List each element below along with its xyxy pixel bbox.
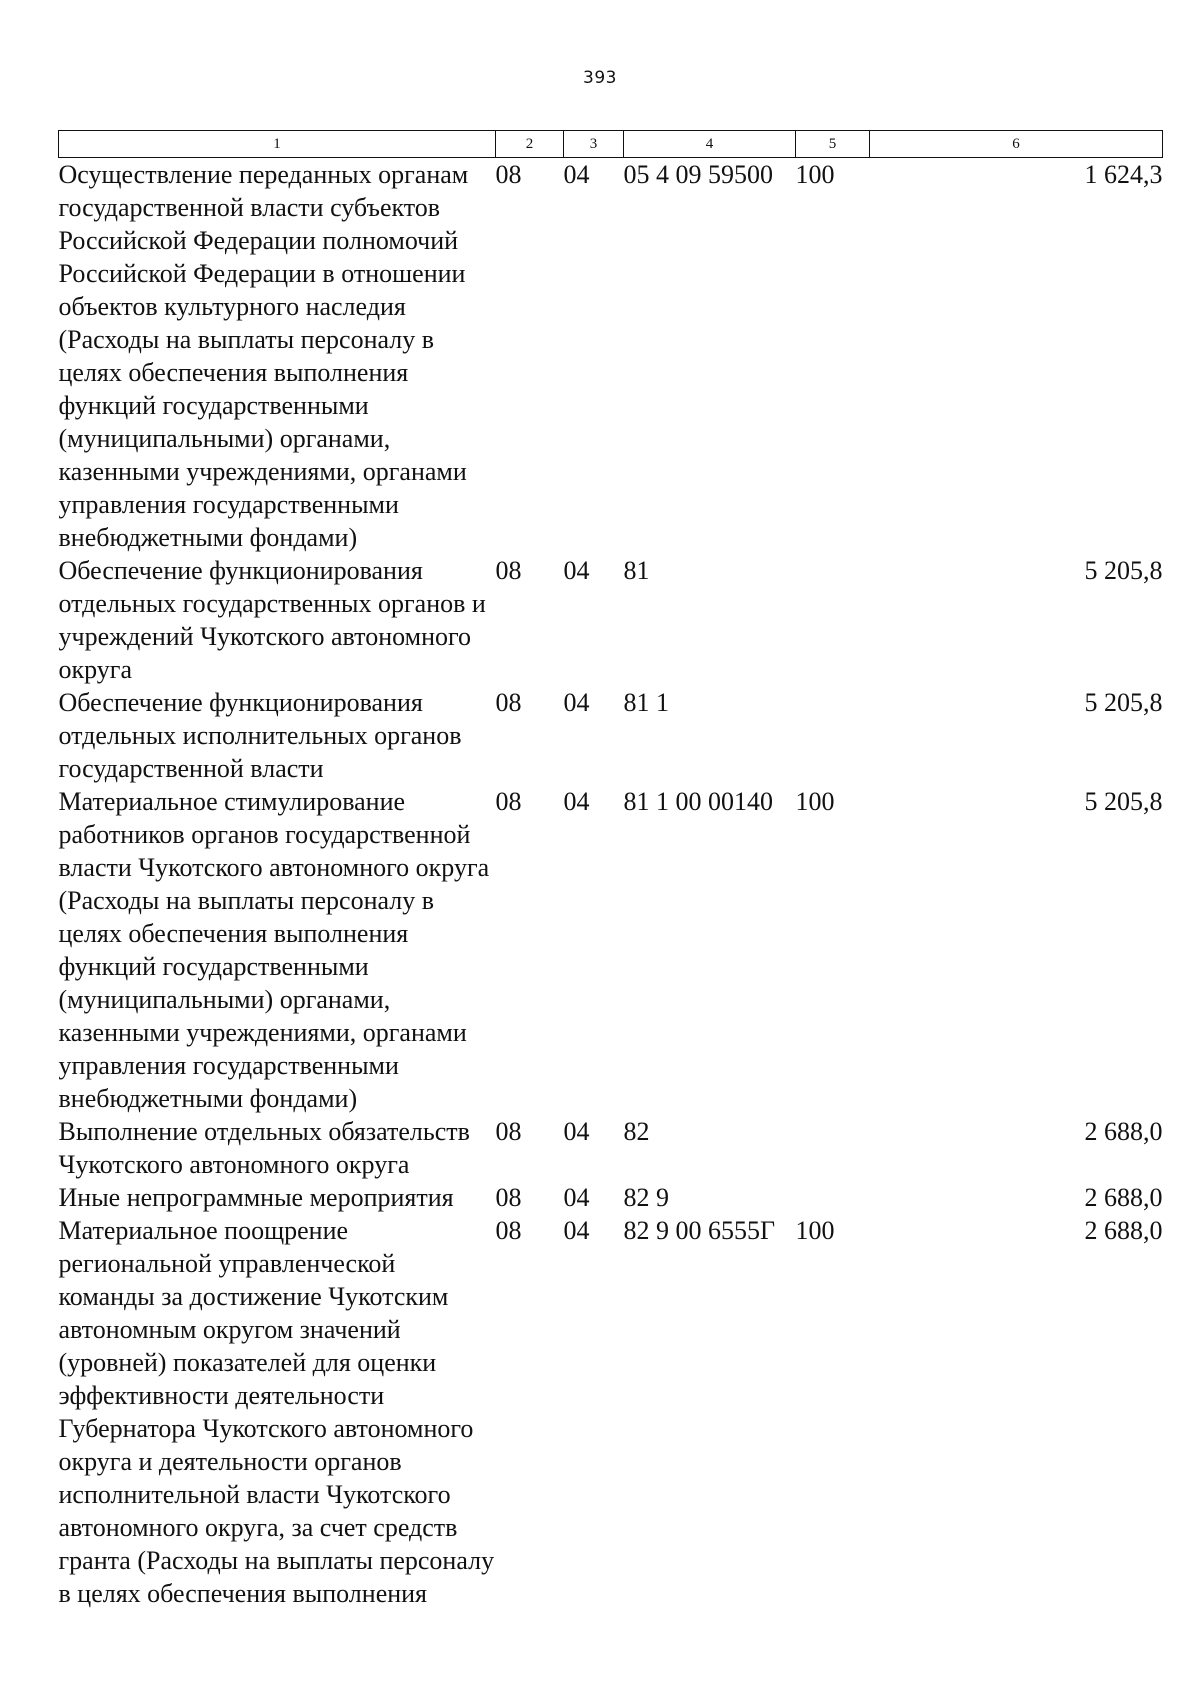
subsection-cell: 04 [563,1216,590,1245]
section-cell: 08 [495,787,522,816]
item-name-line: управления государственными [58,490,399,519]
table-row [59,1214,1163,1610]
item-name-line: работников органов государственной [58,820,471,849]
section-cell: 08 [495,1216,522,1245]
table-row [59,158,1163,555]
table-row [59,1115,1163,1181]
item-name-line: (Расходы на выплаты персоналу в [58,325,435,354]
item-name-cell [59,1115,496,1181]
item-name-line: округа [58,655,132,684]
item-name-line: Российской Федерации полномочий [58,226,459,255]
item-name-line: функций государственными [58,391,369,420]
section-cell: 08 [495,1117,522,1146]
subsection-cell: 04 [563,1117,590,1146]
table-header [59,131,1163,158]
item-name-line: внебюджетными фондами) [58,523,358,552]
item-name-line: учреждений Чукотского автономного [58,622,471,651]
item-name-line: отдельных государственных органов и [58,589,486,618]
amount-cell: 5 205,8 [1084,688,1163,717]
item-name-line: Материальное поощрение [58,1216,349,1245]
item-name-cell [59,158,496,555]
expense-type-cell [796,1181,870,1214]
item-name-line: Материальное стимулирование [58,787,406,816]
expense-type-cell: 100 [795,160,835,189]
amount-cell: 5 205,8 [1084,556,1163,585]
amount-cell: 2 688,0 [1084,1117,1163,1146]
item-name-line: исполнительной власти Чукотского [58,1480,451,1509]
item-name-line: Чукотского автономного округа [58,1150,410,1179]
item-name-line: региональной управленческой [58,1249,396,1278]
amount-cell: 2 688,0 [1084,1183,1163,1212]
header-col-3: 3 [564,131,624,158]
item-name-line: целях обеспечения выполнения [58,358,409,387]
item-name-line: (муниципальными) органами, [58,424,391,453]
header-col-2: 2 [496,131,564,158]
target-article-cell: 82 9 00 6555Г [623,1216,776,1245]
item-name-cell [59,785,496,1115]
item-name-cell [59,686,496,785]
table-body [59,158,1163,1611]
item-name-line: автономного округа, за счет средств [58,1513,458,1542]
item-name-line: Выполнение отдельных обязательств [58,1117,470,1146]
expense-type-cell: 100 [795,1216,835,1245]
section-cell: 08 [495,160,522,189]
item-name-line: Иные непрограммные мероприятия [58,1183,454,1212]
item-name-line: (Расходы на выплаты персоналу в [58,886,435,915]
item-name-line: функций государственными [58,952,369,981]
header-col-6: 6 [870,131,1163,158]
item-name-line: (муниципальными) органами, [58,985,391,1014]
subsection-cell: 04 [563,787,590,816]
subsection-cell: 04 [563,160,590,189]
item-name-line: государственной власти субъектов [58,193,441,222]
item-name-line: эффективности деятельности [58,1381,385,1410]
expense-type-cell [796,686,870,785]
table-row [59,554,1163,686]
expense-type-cell [796,554,870,686]
item-name-line: отдельных исполнительных органов [58,721,462,750]
subsection-cell: 04 [563,1183,590,1212]
amount-cell: 1 624,3 [1084,160,1163,189]
header-row [59,131,1163,158]
header-col-4: 4 [624,131,796,158]
page-number: 393 [583,68,617,88]
subsection-cell: 04 [563,556,590,585]
table-row [59,1181,1163,1214]
item-name-line: казенными учреждениями, органами [58,457,467,486]
item-name-cell [59,1181,496,1214]
item-name-line: команды за достижение Чукотским [58,1282,449,1311]
target-article-cell: 81 1 [623,688,669,717]
item-name-line: в целях обеспечения выполнения [58,1579,428,1608]
header-col-1: 1 [59,131,496,158]
item-name-line: Губернатора Чукотского автономного [58,1414,474,1443]
item-name-line: автономным округом значений [58,1315,401,1344]
item-name-line: внебюджетными фондами) [58,1084,358,1113]
item-name-line: гранта (Расходы на выплаты персоналу [58,1546,495,1575]
item-name-line: Обеспечение функционирования [58,688,423,717]
expense-type-cell: 100 [795,787,835,816]
amount-cell: 5 205,8 [1084,787,1163,816]
target-article-cell: 05 4 09 59500 [623,160,773,189]
item-name-line: казенными учреждениями, органами [58,1018,467,1047]
header-col-5: 5 [796,131,870,158]
item-name-line: округа и деятельности органов [58,1447,402,1476]
item-name-line: Обеспечение функционирования [58,556,423,585]
subsection-cell: 04 [563,688,590,717]
table-row [59,785,1163,1115]
item-name-line: власти Чукотского автономного округа [58,853,490,882]
item-name-line: объектов культурного наследия [58,292,406,321]
item-name-line: государственной власти [58,754,324,783]
target-article-cell: 82 9 [623,1183,669,1212]
expense-type-cell [796,1115,870,1181]
item-name-line: управления государственными [58,1051,399,1080]
item-name-line: Российской Федерации в отношении [58,259,466,288]
section-cell: 08 [495,1183,522,1212]
section-cell: 08 [495,556,522,585]
table-row [59,686,1163,785]
item-name-line: Осуществление переданных органам [58,160,469,189]
item-name-line: целях обеспечения выполнения [58,919,409,948]
section-cell: 08 [495,688,522,717]
item-name-cell [59,1214,496,1610]
item-name-line: (уровней) показателей для оценки [58,1348,437,1377]
target-article-cell: 81 1 00 00140 [623,787,773,816]
target-article-cell: 82 [623,1117,650,1146]
amount-cell: 2 688,0 [1084,1216,1163,1245]
target-article-cell: 81 [623,556,650,585]
budget-table [58,130,1163,1610]
item-name-cell [59,554,496,686]
